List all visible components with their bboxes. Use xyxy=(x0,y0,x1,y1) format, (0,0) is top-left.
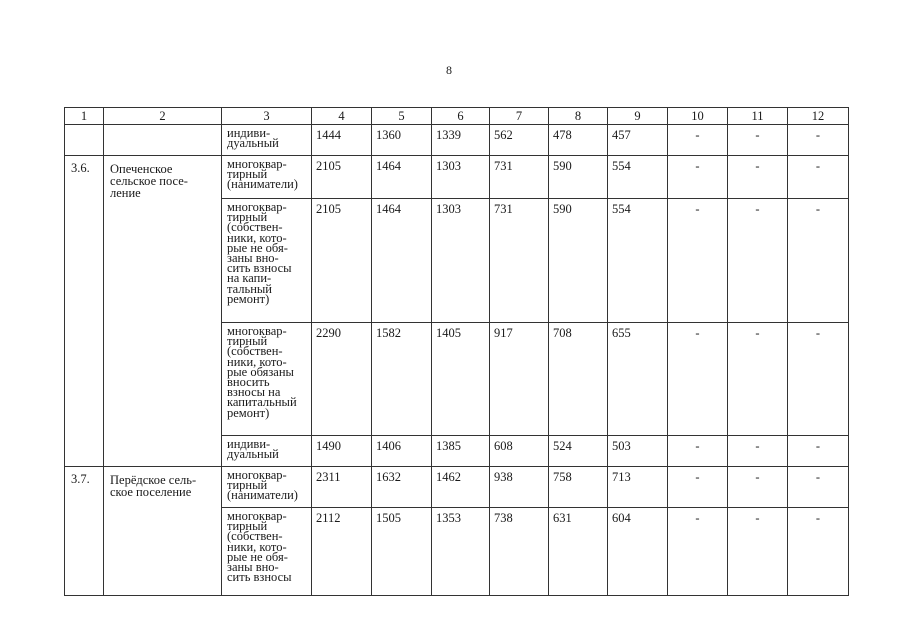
value-cell: 590 xyxy=(549,156,608,199)
empty-value-cell: - xyxy=(788,467,849,508)
settlement-name: Опеченское сельское посе- ление xyxy=(104,156,222,467)
dwelling-type-cell: индиви- дуальный xyxy=(222,436,312,467)
empty-value-cell: - xyxy=(668,436,728,467)
page-number: 8 xyxy=(446,63,452,77)
column-header: 8 xyxy=(549,108,608,125)
table-row xyxy=(65,467,849,508)
value-cell: 631 xyxy=(549,508,608,596)
value-cell: 731 xyxy=(490,156,549,199)
column-header: 6 xyxy=(432,108,490,125)
tariff-table xyxy=(64,107,849,596)
column-header: 7 xyxy=(490,108,549,125)
value-cell: 917 xyxy=(490,323,549,436)
value-cell: 604 xyxy=(608,508,668,596)
value-cell: 655 xyxy=(608,323,668,436)
empty-value-cell: - xyxy=(668,125,728,156)
value-cell: 1582 xyxy=(372,323,432,436)
value-cell: 713 xyxy=(608,467,668,508)
value-cell: 524 xyxy=(549,436,608,467)
value-cell: 1444 xyxy=(312,125,372,156)
column-header: 5 xyxy=(372,108,432,125)
value-cell: 1303 xyxy=(432,199,490,323)
empty-cell xyxy=(65,125,104,156)
empty-cell xyxy=(104,125,222,156)
empty-value-cell: - xyxy=(788,125,849,156)
empty-value-cell: - xyxy=(788,199,849,323)
column-header: 1 xyxy=(65,108,104,125)
value-cell: 731 xyxy=(490,199,549,323)
value-cell: 457 xyxy=(608,125,668,156)
value-cell: 1464 xyxy=(372,156,432,199)
value-cell: 503 xyxy=(608,436,668,467)
dwelling-type-cell: индиви- дуальный xyxy=(222,125,312,156)
empty-value-cell: - xyxy=(788,508,849,596)
empty-value-cell: - xyxy=(728,323,788,436)
empty-value-cell: - xyxy=(668,508,728,596)
value-cell: 1303 xyxy=(432,156,490,199)
value-cell: 2112 xyxy=(312,508,372,596)
value-cell: 554 xyxy=(608,199,668,323)
empty-value-cell: - xyxy=(728,467,788,508)
header-row xyxy=(65,108,849,125)
empty-value-cell: - xyxy=(668,323,728,436)
value-cell: 1406 xyxy=(372,436,432,467)
column-header: 12 xyxy=(788,108,849,125)
empty-value-cell: - xyxy=(788,156,849,199)
empty-value-cell: - xyxy=(668,199,728,323)
value-cell: 1339 xyxy=(432,125,490,156)
column-header: 9 xyxy=(608,108,668,125)
value-cell: 2105 xyxy=(312,156,372,199)
settlement-name: Перёдское сель- ское поселение xyxy=(104,467,222,596)
empty-value-cell: - xyxy=(788,323,849,436)
dwelling-type-cell: многоквар- тирный (собствен- ники, кото- рые не обя- заны вно- сить взносы xyxy=(222,508,312,596)
column-header: 11 xyxy=(728,108,788,125)
section-index: 3.7. xyxy=(65,467,104,596)
dwelling-type-cell: многоквар- тирный (наниматели) xyxy=(222,156,312,199)
dwelling-type-cell: многоквар- тирный (собствен- ники, кото- рые не обя- заны вно- сить взносы на капи- тальный ремонт) xyxy=(222,199,312,323)
value-cell: 590 xyxy=(549,199,608,323)
column-header: 3 xyxy=(222,108,312,125)
value-cell: 1405 xyxy=(432,323,490,436)
value-cell: 1462 xyxy=(432,467,490,508)
value-cell: 1385 xyxy=(432,436,490,467)
empty-value-cell: - xyxy=(728,156,788,199)
empty-value-cell: - xyxy=(788,436,849,467)
value-cell: 1353 xyxy=(432,508,490,596)
column-header: 10 xyxy=(668,108,728,125)
empty-value-cell: - xyxy=(668,467,728,508)
value-cell: 1464 xyxy=(372,199,432,323)
value-cell: 608 xyxy=(490,436,549,467)
value-cell: 2105 xyxy=(312,199,372,323)
value-cell: 2290 xyxy=(312,323,372,436)
value-cell: 1360 xyxy=(372,125,432,156)
dwelling-type-cell: многоквар- тирный (наниматели) xyxy=(222,467,312,508)
empty-value-cell: - xyxy=(728,199,788,323)
dwelling-type-cell: многоквар- тирный (собствен- ники, кото- рые обязаны вносить взносы на капитальный ремонт) xyxy=(222,323,312,436)
empty-value-cell: - xyxy=(668,156,728,199)
empty-value-cell: - xyxy=(728,125,788,156)
value-cell: 2311 xyxy=(312,467,372,508)
value-cell: 554 xyxy=(608,156,668,199)
empty-value-cell: - xyxy=(728,436,788,467)
table-row xyxy=(65,156,849,199)
value-cell: 1632 xyxy=(372,467,432,508)
value-cell: 562 xyxy=(490,125,549,156)
column-header: 4 xyxy=(312,108,372,125)
empty-value-cell: - xyxy=(728,508,788,596)
value-cell: 738 xyxy=(490,508,549,596)
table-row xyxy=(65,125,849,156)
value-cell: 478 xyxy=(549,125,608,156)
value-cell: 1490 xyxy=(312,436,372,467)
value-cell: 708 xyxy=(549,323,608,436)
section-index: 3.6. xyxy=(65,156,104,467)
value-cell: 758 xyxy=(549,467,608,508)
column-header: 2 xyxy=(104,108,222,125)
value-cell: 938 xyxy=(490,467,549,508)
value-cell: 1505 xyxy=(372,508,432,596)
